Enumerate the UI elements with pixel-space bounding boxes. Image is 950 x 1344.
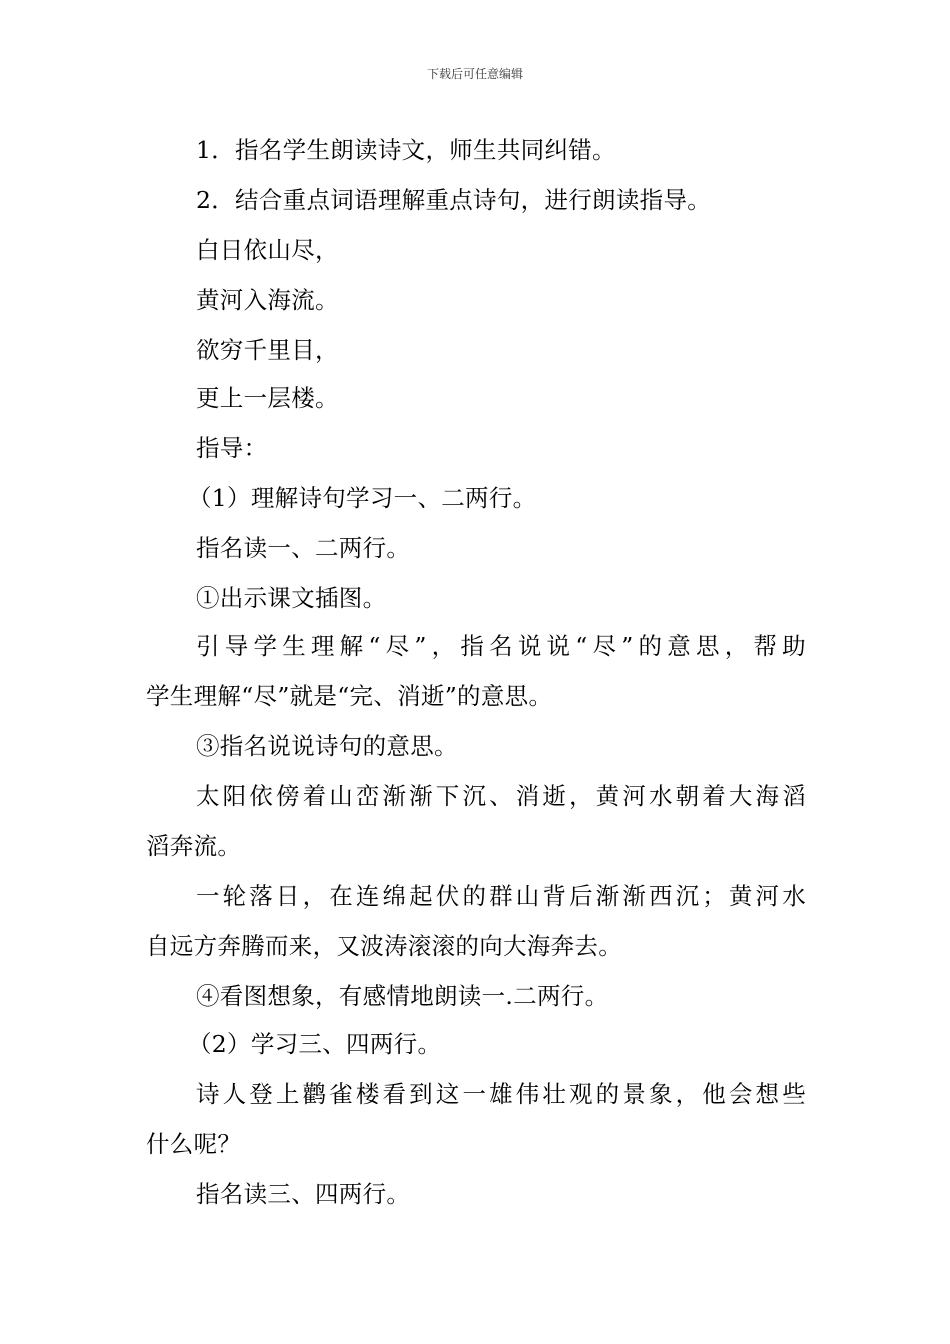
paragraph-line-15: 指名读三、四两行。 [196, 1180, 411, 1208]
paragraph-line-9: 滔奔流。 [146, 832, 242, 860]
paragraph-line-8: 太阳依傍着山峦渐渐下沉、消逝，黄河水朝着大海滔 [196, 782, 806, 810]
paragraph-line-1: 1．指名学生朗读诗文，师生共同纠错。 [196, 136, 616, 164]
poem-line-2: 黄河入海流。 [196, 286, 339, 314]
paragraph-line-11: 自远方奔腾而来，又波涛滚滚的向大海奔去。 [146, 932, 622, 960]
paragraph-line-10: 一轮落日，在连绵起伏的群山背后渐渐西沉；黄河水 [196, 882, 806, 910]
section-heading-1: （1）理解诗句学习一、二两行。 [188, 484, 537, 512]
paragraph-line-2: 2．结合重点词语理解重点诗句，进行朗读指导。 [196, 186, 712, 214]
poem-line-4: 更上一层楼。 [196, 384, 339, 412]
paragraph-line-7: ③指名说说诗句的意思。 [196, 732, 458, 760]
section-heading-2: （2）学习三、四两行。 [188, 1030, 442, 1058]
guidance-heading: 指导： [196, 434, 268, 462]
paragraph-line-6: 学生理解“尽”就是“完、消逝”的意思。 [146, 682, 553, 710]
paragraph-line-14: 什么呢？ [146, 1130, 242, 1158]
paragraph-line-5: 引导学生理解“尽”，指名说说“尽”的意思，帮助 [196, 632, 806, 660]
poem-line-3: 欲穷千里目， [196, 336, 339, 364]
paragraph-line-3: 指名读一、二两行。 [196, 534, 411, 562]
poem-line-1: 白日依山尽， [196, 236, 339, 264]
paragraph-line-12: ④看图想象，有感情地朗读一.二两行。 [196, 982, 609, 1010]
paragraph-line-13: 诗人登上鹳雀楼看到这一雄伟壮观的景象，他会想些 [196, 1080, 806, 1108]
paragraph-line-4: ①出示课文插图。 [196, 584, 387, 612]
page-header: 下载后可任意编辑 [426, 67, 523, 81]
